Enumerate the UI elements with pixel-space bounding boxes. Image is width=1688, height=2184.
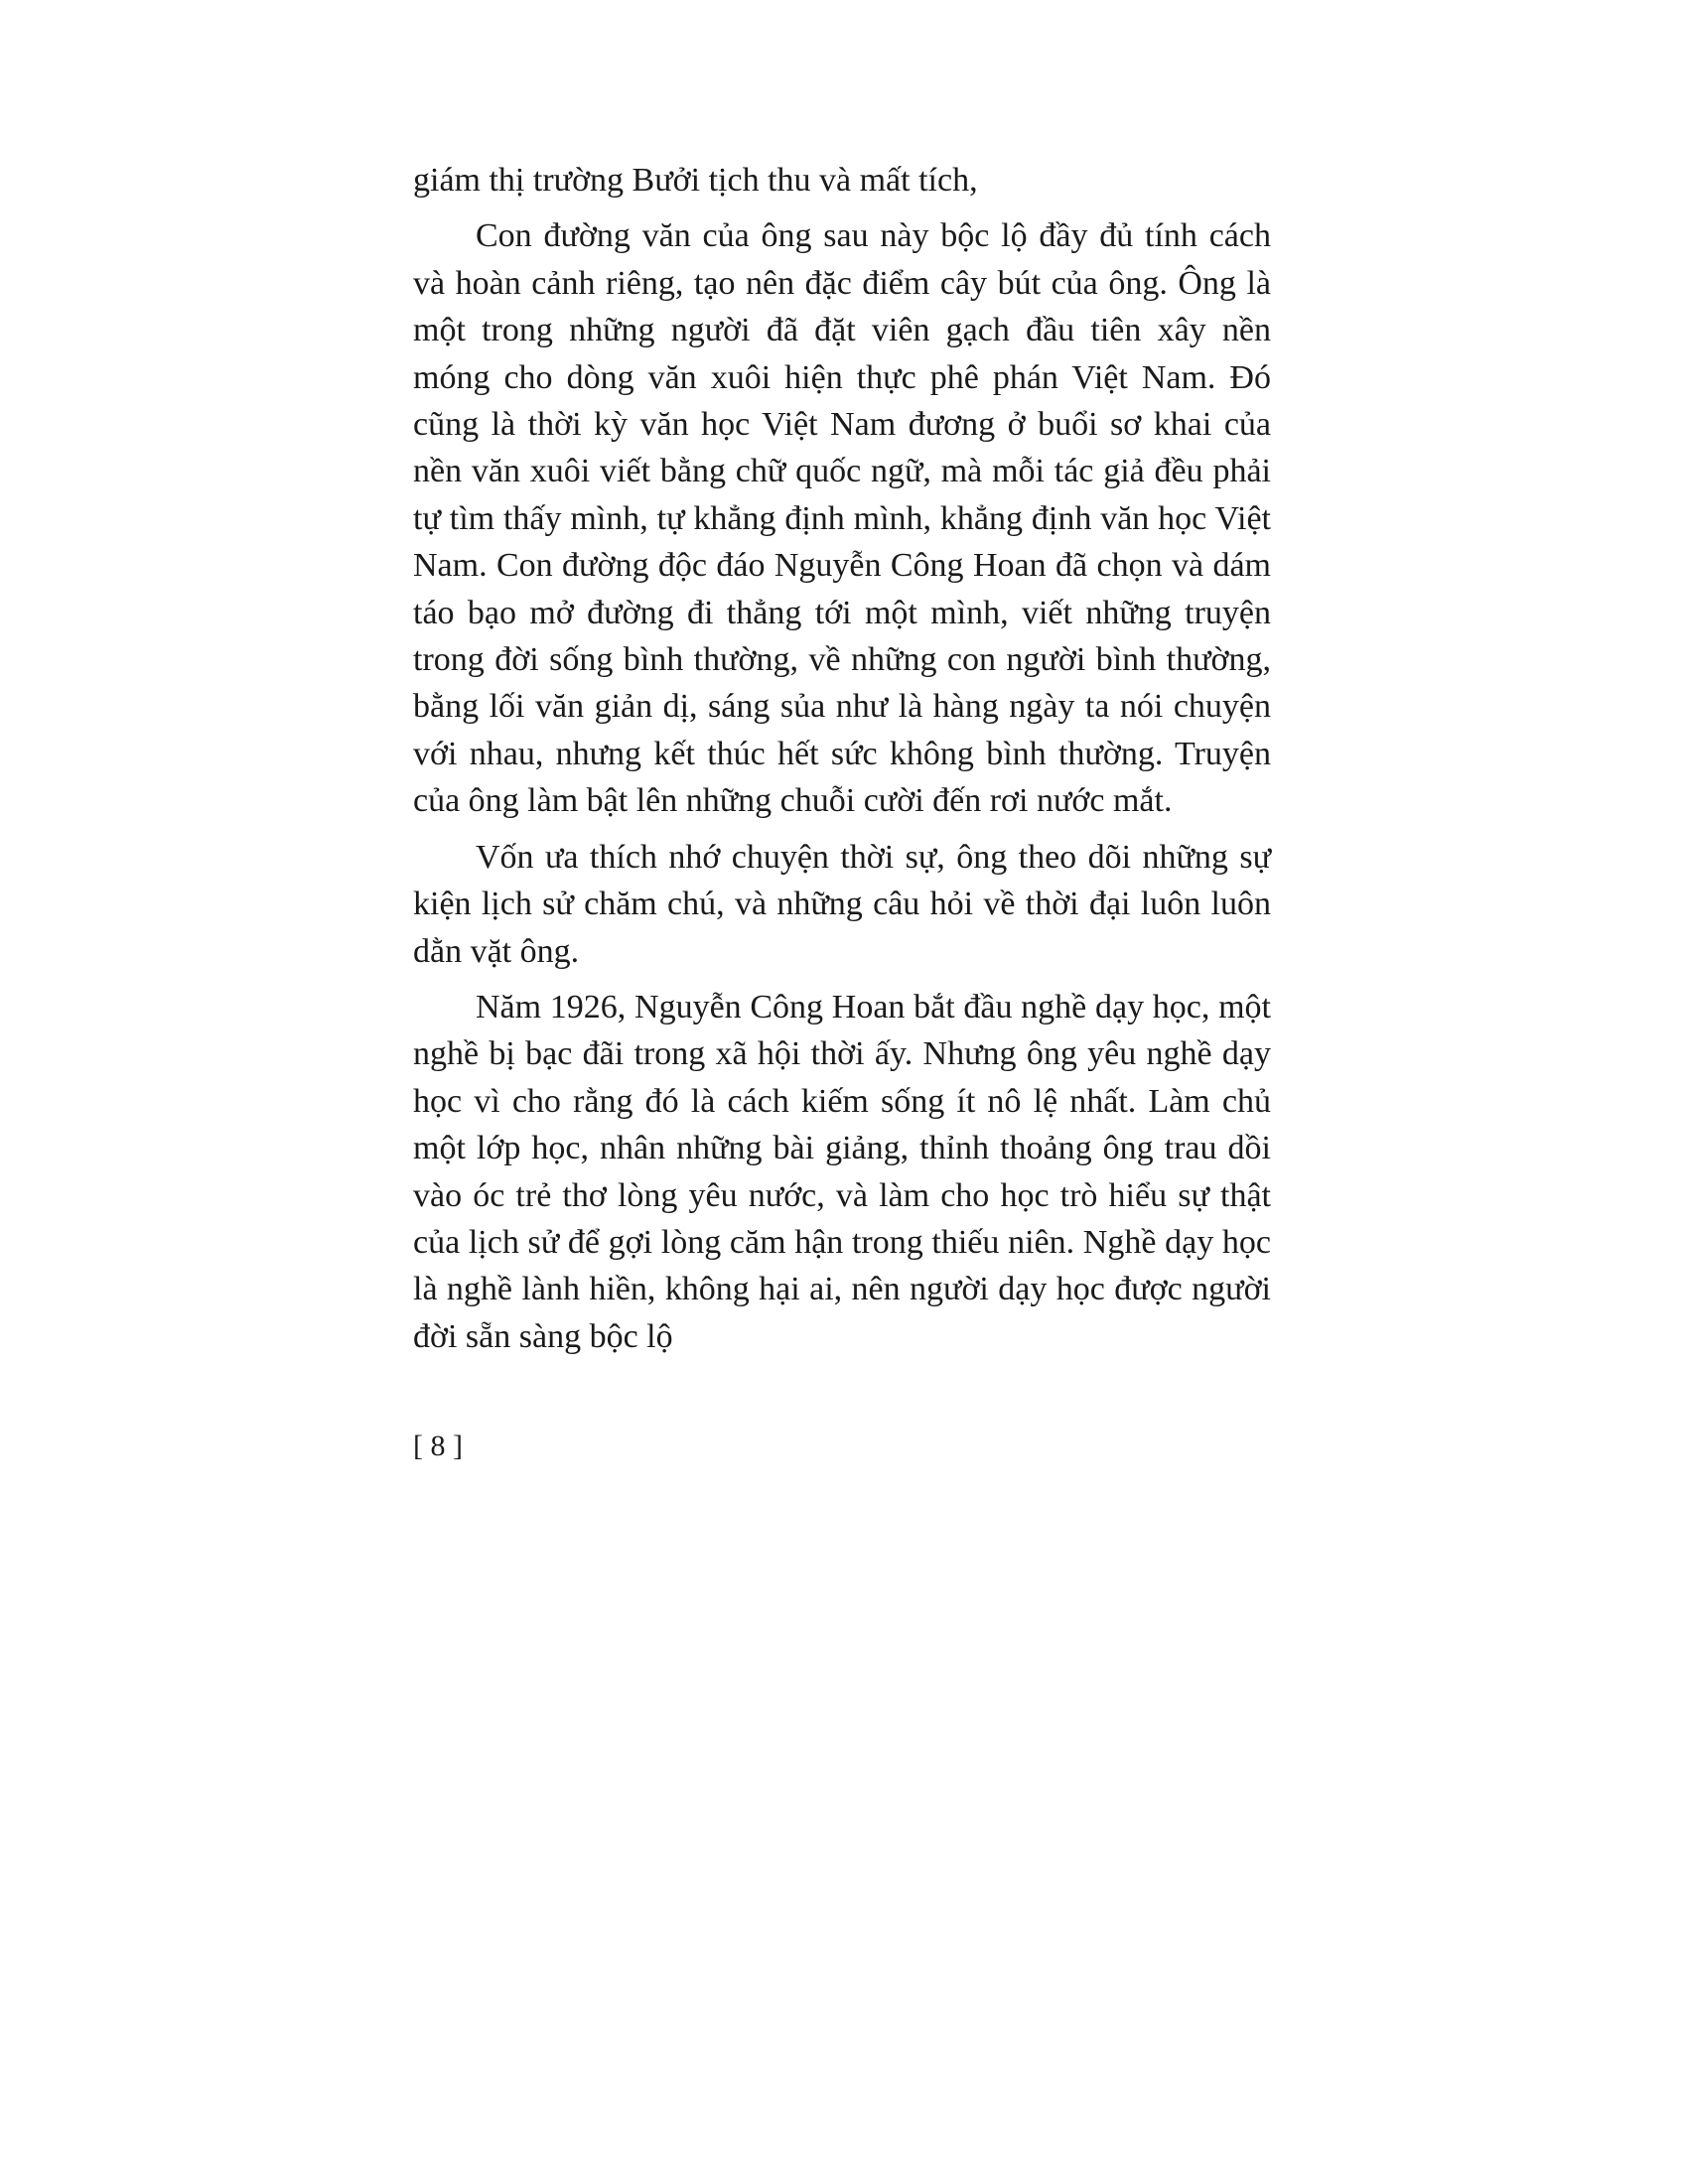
page-number: [ 8 ] (413, 1430, 463, 1462)
paragraph-continuation: giám thị trường Bưởi tịch thu và mất tích, (413, 162, 978, 199)
paragraph-career: Con đường văn của ông sau này bộc lộ đầy đủ tính cách và hoàn cảnh riêng, tạo nên đặc điểm cây bút của ông. Ông là một trong những người đã đặt viên gạch đầu tiên xây nền móng cho dòng văn xuôi hiện thực phê phán Việt Nam. Đó cũng là thời kỳ văn học Việt Nam đương ở buổi sơ khai của nền văn xuôi viết bằng chữ quốc ngữ, mà mỗi tác giả đều phải tự tìm thấy mình, tự khẳng định mình, khẳng định văn học Việt Nam. Con đường độc đáo Nguyễn Công Hoan đã chọn và dám táo bạo mở đường đi thẳng tới một mình, viết những truyện trong đời sống bình thường, về những con người bình thường, bằng lối văn giản dị, sáng sủa như là hàng ngày ta nói chuyện với nhau, nhưng kết thúc hết sức không bình thường. Truyện của ông làm bật lên những chuỗi cười đến rơi nước mắt. (413, 217, 1271, 820)
paragraph-current-events: Vốn ưa thích nhớ chuyện thời sự, ông theo dõi những sự kiện lịch sử chăm chú, và những câu hỏi về thời đại luôn luôn dằn vặt ông. (413, 838, 1271, 970)
body-text (413, 157, 1271, 1360)
paragraph-teaching: Năm 1926, Nguyễn Công Hoan bắt đầu nghề dạy học, một nghề bị bạc đãi trong xã hội thời ấy. Nhưng ông yêu nghề dạy học vì cho rằng đó là cách kiếm sống ít nô lệ nhất. Làm chủ một lớp học, nhân những bài giảng, thỉnh thoảng ông trau dồi vào óc trẻ thơ lòng yêu nước, và làm cho học trò hiểu sự thật của lịch sử để gợi lòng căm hận trong thiếu niên. Nghề dạy học là nghề lành hiền, không hại ai, nên người dạy học được người đời sẵn sàng bộc lộ (413, 988, 1271, 1355)
